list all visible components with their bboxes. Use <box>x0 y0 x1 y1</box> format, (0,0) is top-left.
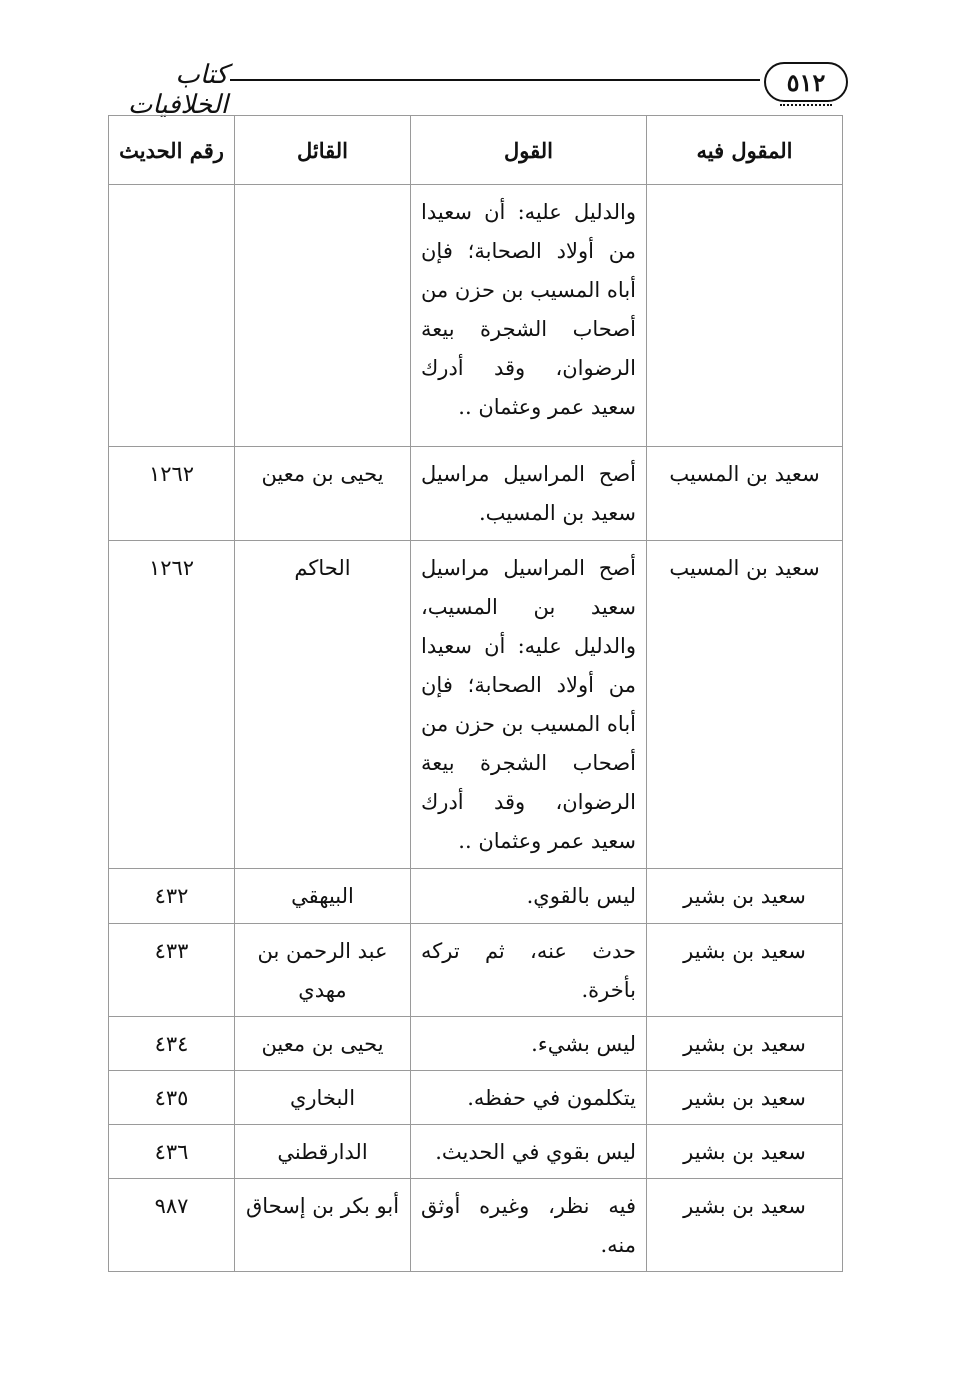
cell-sayer: البخاري <box>235 1071 411 1125</box>
header-saying: القول <box>411 116 647 185</box>
table-row <box>109 447 843 541</box>
cell-hadith-number: ٤٣٦ <box>109 1125 235 1179</box>
cell-saying: يتكلمون في حفظه. <box>411 1071 647 1125</box>
table-header-row <box>109 116 843 185</box>
cell-hadith-number: ٤٣٥ <box>109 1071 235 1125</box>
header-rule <box>230 79 760 81</box>
cell-subject: سعيد بن بشير <box>647 869 843 924</box>
cell-sayer: الحاكم <box>235 541 411 869</box>
cell-subject: سعيد بن بشير <box>647 1071 843 1125</box>
cell-subject: سعيد بن بشير <box>647 1125 843 1179</box>
table-row <box>109 1071 843 1125</box>
cell-hadith-number: ٤٣٤ <box>109 1017 235 1071</box>
cell-sayer: يحيى بن معين <box>235 447 411 541</box>
table-row <box>109 185 843 447</box>
cell-subject: سعيد بن بشير <box>647 924 843 1017</box>
cell-saying: ليس بالقوي. <box>411 869 647 924</box>
header-subject: المقول فيه <box>647 116 843 185</box>
cell-saying: ليس بشيء. <box>411 1017 647 1071</box>
cell-hadith-number: ١٢٦٢ <box>109 447 235 541</box>
cell-saying: أصح المراسيل مراسيل سعيد بن المسيب. <box>411 447 647 541</box>
book-title: كتاب الخلافيات <box>127 60 228 120</box>
cell-sayer: الدارقطني <box>235 1125 411 1179</box>
cell-hadith-number: ٩٨٧ <box>109 1179 235 1272</box>
table-row <box>109 1125 843 1179</box>
cell-sayer: يحيى بن معين <box>235 1017 411 1071</box>
cell-saying: ليس بقوي في الحديث. <box>411 1125 647 1179</box>
cell-sayer: أبو بكر بن إسحاق <box>235 1179 411 1272</box>
header-hadith-number: رقم الحديث <box>109 116 235 185</box>
page-number-badge <box>764 62 848 102</box>
header-sayer: القائل <box>235 116 411 185</box>
narrators-table <box>108 115 843 1272</box>
table-row <box>109 1179 843 1272</box>
table-row <box>109 924 843 1017</box>
page-number: ٥١٢ <box>786 67 826 97</box>
cell-saying: حدث عنه، ثم تركه بأخرة. <box>411 924 647 1017</box>
cell-hadith-number <box>109 185 235 447</box>
cell-hadith-number: ٤٣٢ <box>109 869 235 924</box>
cell-sayer <box>235 185 411 447</box>
table-row <box>109 869 843 924</box>
cell-subject: سعيد بن المسيب <box>647 447 843 541</box>
cell-subject: سعيد بن بشير <box>647 1179 843 1272</box>
cell-sayer: البيهقي <box>235 869 411 924</box>
cell-saying: فيه نظر، وغيره أوثق منه. <box>411 1179 647 1272</box>
table-row <box>109 541 843 869</box>
cell-subject <box>647 185 843 447</box>
cell-saying: أصح المراسيل مراسيل سعيد بن المسيب، والدليل عليه: أن سعيدا من أولاد الصحابة؛ فإن أباه المسيب بن حزن من أصحاب الشجرة بيعة الرضوان، وقد أدرك سعيد عمر وعثمان .. <box>411 541 647 869</box>
cell-saying: والدليل عليه: أن سعيدا من أولاد الصحابة؛ فإن أباه المسيب بن حزن من أصحاب الشجرة بيعة الرضوان، وقد أدرك سعيد عمر وعثمان .. <box>411 185 647 447</box>
table-row <box>109 1017 843 1071</box>
cell-hadith-number: ٤٣٣ <box>109 924 235 1017</box>
cell-subject: سعيد بن بشير <box>647 1017 843 1071</box>
cell-hadith-number: ١٢٦٢ <box>109 541 235 869</box>
page-header <box>100 52 850 120</box>
cell-subject: سعيد بن المسيب <box>647 541 843 869</box>
cell-sayer: عبد الرحمن بن مهدي <box>235 924 411 1017</box>
